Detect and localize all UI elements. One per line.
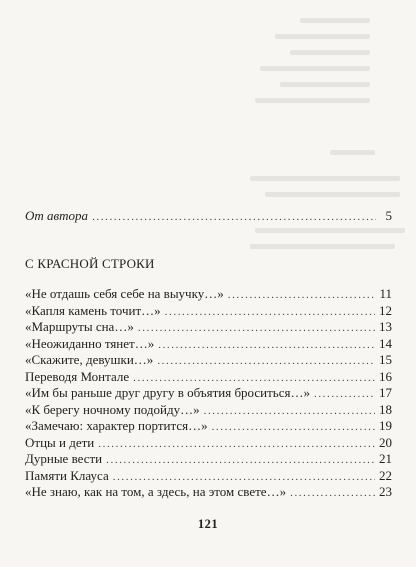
toc-entry[interactable] (25, 319, 392, 336)
toc-entry[interactable] (25, 484, 392, 501)
toc-entry-title: «Не знаю, как на том, а здесь, на этом свете…» (25, 484, 287, 499)
toc-entry[interactable] (25, 336, 392, 353)
dot-leader (165, 304, 375, 321)
toc-entry-page: 21 (379, 451, 392, 466)
toc-list (25, 286, 392, 501)
toc-entry-title: «Им бы раньше друг другу в объятия броситься…» (25, 385, 310, 400)
toc-entry[interactable] (25, 286, 392, 303)
toc-entry-page: 20 (379, 434, 392, 450)
toc-entry-page: 17 (379, 385, 392, 400)
toc-entry-page: 13 (379, 319, 392, 334)
toc-entry-title: Памяти Клауса (25, 467, 109, 483)
dot-leader (212, 419, 375, 436)
author-section (25, 208, 392, 225)
dot-leader (158, 337, 375, 354)
toc-entry-title: «Не отдашь себя себе на выучку…» (25, 286, 224, 301)
dot-leader (133, 370, 375, 387)
dot-leader (92, 209, 376, 226)
toc-entry[interactable] (25, 385, 392, 402)
page-number: 121 (197, 517, 219, 531)
toc-entry-title: Дурные вести (25, 451, 103, 466)
toc-entry-title: Переводя Монтале (25, 368, 130, 384)
toc-entry-page: 15 (379, 352, 392, 367)
toc-entry-author[interactable] (25, 208, 392, 225)
toc-entry[interactable] (25, 369, 392, 386)
toc-entry-title: Отцы и дети (25, 434, 95, 450)
toc-entry-page: 18 (379, 401, 392, 417)
dot-leader (314, 386, 375, 403)
toc-entry-page: 11 (379, 286, 392, 301)
dot-leader (290, 485, 375, 502)
toc-entry-title: «Капля камень точит…» (25, 302, 161, 318)
toc-entry[interactable] (25, 418, 392, 435)
toc-entry[interactable] (25, 435, 392, 452)
dot-leader (106, 452, 375, 469)
toc-entry[interactable] (25, 402, 392, 419)
dot-leader (98, 436, 375, 453)
toc-entry-page: 23 (379, 484, 392, 499)
toc-entry-title: «Маршруты сна…» (25, 319, 134, 334)
dot-leader (138, 320, 375, 337)
toc-entry-page: 19 (379, 418, 392, 433)
toc-entry-title: «Скажите, девушки…» (25, 352, 154, 367)
toc-entry[interactable] (25, 451, 392, 468)
dot-leader (157, 353, 375, 370)
toc-entry-page: 5 (385, 208, 392, 223)
toc-entry[interactable] (25, 468, 392, 485)
toc-entry[interactable] (25, 352, 392, 369)
dot-leader (204, 403, 375, 420)
dot-leader (113, 469, 375, 486)
toc-entry-title: «Неожиданно тянет…» (25, 335, 155, 351)
toc-entry-title: От автора (25, 208, 89, 223)
toc-entry-page: 16 (379, 368, 392, 384)
toc-entry-title: «К берегу ночному подойду…» (25, 401, 200, 417)
toc-entry[interactable] (25, 303, 392, 320)
toc-entry-page: 14 (379, 335, 392, 351)
dot-leader (228, 287, 376, 304)
toc-entry-page: 12 (379, 302, 392, 318)
toc-entry-page: 22 (379, 467, 392, 483)
toc-entry-title: «Замечаю: характер портится…» (25, 418, 208, 433)
section-heading: С КРАСНОЙ СТРОКИ (25, 256, 155, 271)
